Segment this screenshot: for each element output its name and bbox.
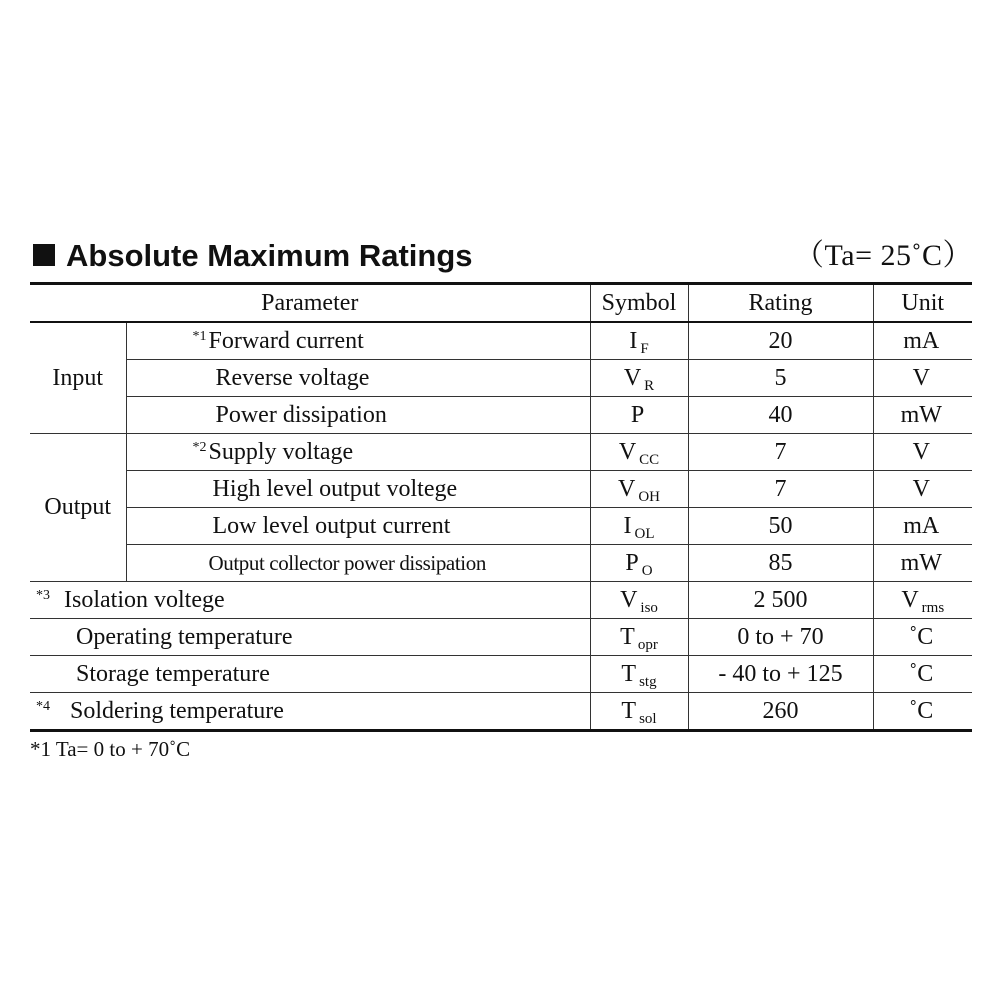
symbol-cell: V $_{CC}$	[590, 434, 688, 471]
footnote: *1 Ta= 0 to + 70˚C	[30, 737, 191, 761]
section-heading	[30, 236, 973, 278]
group-output: Output	[30, 434, 126, 582]
unit-cell: ˚C	[873, 693, 972, 731]
unit-cell: V	[873, 471, 972, 508]
table-row	[30, 582, 972, 619]
parameter-cell: Low level output current	[126, 508, 590, 545]
rating-cell: 50	[688, 508, 873, 545]
parameter-cell: Power dissipation	[126, 397, 590, 434]
parameter-cell: $^{*4}$ Soldering temperature	[30, 693, 590, 731]
rating-cell: 20	[688, 322, 873, 360]
parameter-cell: Operating temperature	[30, 619, 590, 656]
table-row	[30, 656, 972, 693]
parameter-cell: High level output voltege	[126, 471, 590, 508]
unit-cell: ˚C	[873, 619, 972, 656]
parameter-cell: $^{*3}$ Isolation voltege	[30, 582, 590, 619]
unit-cell: mW	[873, 545, 972, 582]
ambient-condition: （Ta= 25˚C）	[794, 239, 973, 272]
bullet-square-icon	[33, 244, 55, 266]
symbol-cell: P $_O$	[590, 545, 688, 582]
header-rating: Rating	[688, 284, 873, 323]
table-row	[30, 322, 972, 360]
table-row	[30, 397, 972, 434]
symbol-cell: V $_R$	[590, 360, 688, 397]
table-row	[30, 693, 972, 731]
rating-cell: 0 to + 70	[688, 619, 873, 656]
rating-cell: 7	[688, 434, 873, 471]
symbol-cell: V $_{OH}$	[590, 471, 688, 508]
symbol-cell: I $_F$	[590, 322, 688, 360]
table-row	[30, 545, 972, 582]
parameter-cell: Reverse voltage	[126, 360, 590, 397]
table-row	[30, 619, 972, 656]
rating-cell: - 40 to + 125	[688, 656, 873, 693]
symbol-cell: T $_{stg}$	[590, 656, 688, 693]
parameter-cell: $^{*2}$Supply voltage	[126, 434, 590, 471]
table-row	[30, 508, 972, 545]
parameter-cell: $^{*1}$Forward current	[126, 322, 590, 360]
unit-cell: mA	[873, 508, 972, 545]
table-row	[30, 471, 972, 508]
rating-cell: 5	[688, 360, 873, 397]
ratings-table	[30, 282, 972, 732]
symbol-cell: T $_{sol}$	[590, 693, 688, 731]
table-row	[30, 360, 972, 397]
header-unit: Unit	[873, 284, 972, 323]
unit-cell: V	[873, 360, 972, 397]
rating-cell: 260	[688, 693, 873, 731]
rating-cell: 85	[688, 545, 873, 582]
header-symbol: Symbol	[590, 284, 688, 323]
header-parameter: Parameter	[30, 284, 590, 323]
rating-cell: 2 500	[688, 582, 873, 619]
parameter-cell: Storage temperature	[30, 656, 590, 693]
unit-cell: V $_{rms}$	[873, 582, 972, 619]
rating-cell: 7	[688, 471, 873, 508]
symbol-cell: P	[590, 397, 688, 434]
parameter-cell: Output collector power dissipation	[126, 545, 590, 582]
unit-cell: mW	[873, 397, 972, 434]
table-header-row	[30, 284, 972, 323]
group-input: Input	[30, 322, 126, 434]
unit-cell: V	[873, 434, 972, 471]
symbol-cell: T $_{opr}$	[590, 619, 688, 656]
section-title: Absolute Maximum Ratings	[66, 238, 473, 273]
rating-cell: 40	[688, 397, 873, 434]
unit-cell: mA	[873, 322, 972, 360]
table-row	[30, 434, 972, 471]
symbol-cell: V $_{iso}$	[590, 582, 688, 619]
symbol-cell: I $_{OL}$	[590, 508, 688, 545]
unit-cell: ˚C	[873, 656, 972, 693]
